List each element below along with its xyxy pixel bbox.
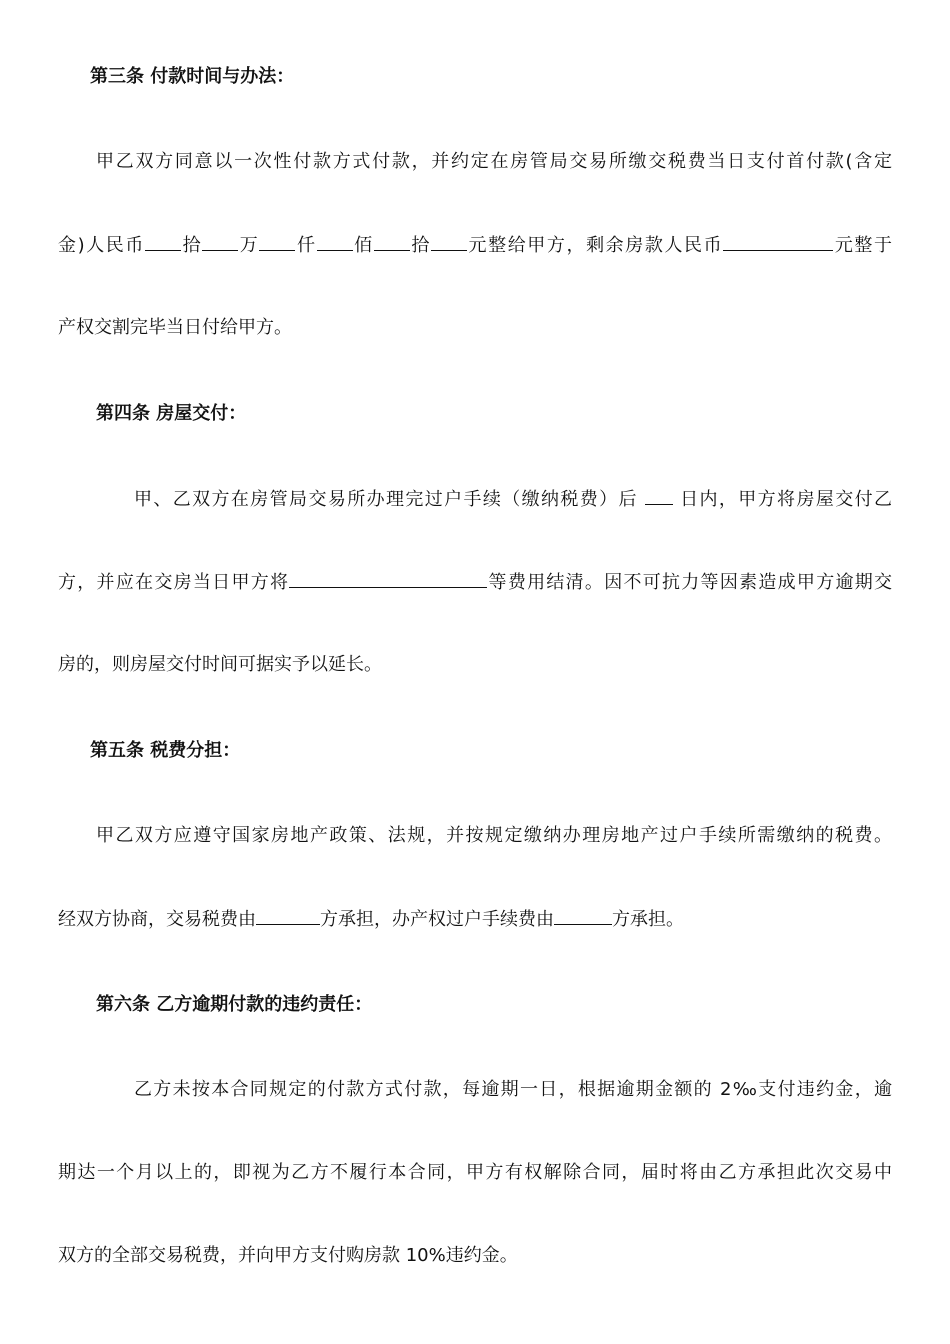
paragraph-line: 甲乙双方应遵守国家房地产政策、法规，并按规定缴纳办理房地产过户手续所需缴纳的税费。 bbox=[96, 825, 892, 846]
paragraph-line-with-blanks bbox=[58, 569, 892, 596]
blank-field bbox=[374, 232, 410, 251]
blank-field bbox=[145, 232, 181, 251]
paragraph-line: 期达一个月以上的，即视为乙方不履行本合同，甲方有权解除合同，届时将由乙方承担此次交易中 bbox=[58, 1162, 892, 1183]
blank-field bbox=[202, 232, 238, 251]
text-segment: 金)人民币 bbox=[58, 235, 145, 256]
text-segment: 元整于 bbox=[833, 235, 893, 256]
paragraph-line: 产权交割完毕当日付给甲方。 bbox=[58, 317, 292, 338]
text-segment: 方承担。 bbox=[612, 909, 684, 930]
text-segment: 方，并应在交房当日甲方将 bbox=[58, 572, 290, 593]
blank-field bbox=[431, 232, 467, 251]
blank-field bbox=[256, 906, 320, 925]
section-heading: 第四条 房屋交付： bbox=[96, 403, 247, 424]
text-segment: 拾 bbox=[409, 235, 431, 256]
text-segment: 佰 bbox=[352, 235, 374, 256]
blank-field bbox=[554, 906, 612, 925]
blank-field bbox=[289, 569, 487, 588]
text-segment: 日内，甲方将房屋交付乙 bbox=[673, 489, 892, 510]
text-segment: 方承担，办产权过户手续费由 bbox=[320, 909, 554, 930]
paragraph-line-with-blanks bbox=[58, 232, 892, 259]
text-segment: 甲、乙双方在房管局交易所办理完过户手续（缴纳税费）后 bbox=[134, 489, 646, 510]
text-segment: 万 bbox=[238, 235, 260, 256]
blank-field bbox=[259, 232, 295, 251]
text-segment: 等费用结清。因不可抗力等因素造成甲方逾期交 bbox=[487, 572, 893, 593]
section-heading: 第六条 乙方逾期付款的违约责任： bbox=[96, 994, 373, 1015]
text-segment: 拾 bbox=[181, 235, 203, 256]
section-heading: 第三条 付款时间与办法： bbox=[90, 66, 295, 87]
blank-field bbox=[723, 232, 833, 251]
blank-field bbox=[645, 486, 673, 505]
section-heading: 第五条 税费分担： bbox=[90, 740, 241, 761]
paragraph-line: 甲乙双方同意以一次性付款方式付款，并约定在房管局交易所缴交税费当日支付首付款(含定 bbox=[96, 151, 892, 172]
text-segment: 经双方协商，交易税费由 bbox=[58, 909, 256, 930]
paragraph-line-with-blanks bbox=[134, 486, 892, 513]
blank-field bbox=[317, 232, 353, 251]
paragraph-line: 房的，则房屋交付时间可据实予以延长。 bbox=[58, 654, 382, 675]
text-segment: 仟 bbox=[295, 235, 317, 256]
paragraph-line: 乙方未按本合同规定的付款方式付款，每逾期一日，根据逾期金额的 2‰支付违约金，逾 bbox=[134, 1079, 892, 1100]
paragraph-line: 双方的全部交易税费，并向甲方支付购房款 10%违约金。 bbox=[58, 1245, 518, 1266]
text-segment: 元整给甲方，剩余房款人民币 bbox=[466, 235, 724, 256]
paragraph-line-with-blanks bbox=[58, 906, 892, 933]
